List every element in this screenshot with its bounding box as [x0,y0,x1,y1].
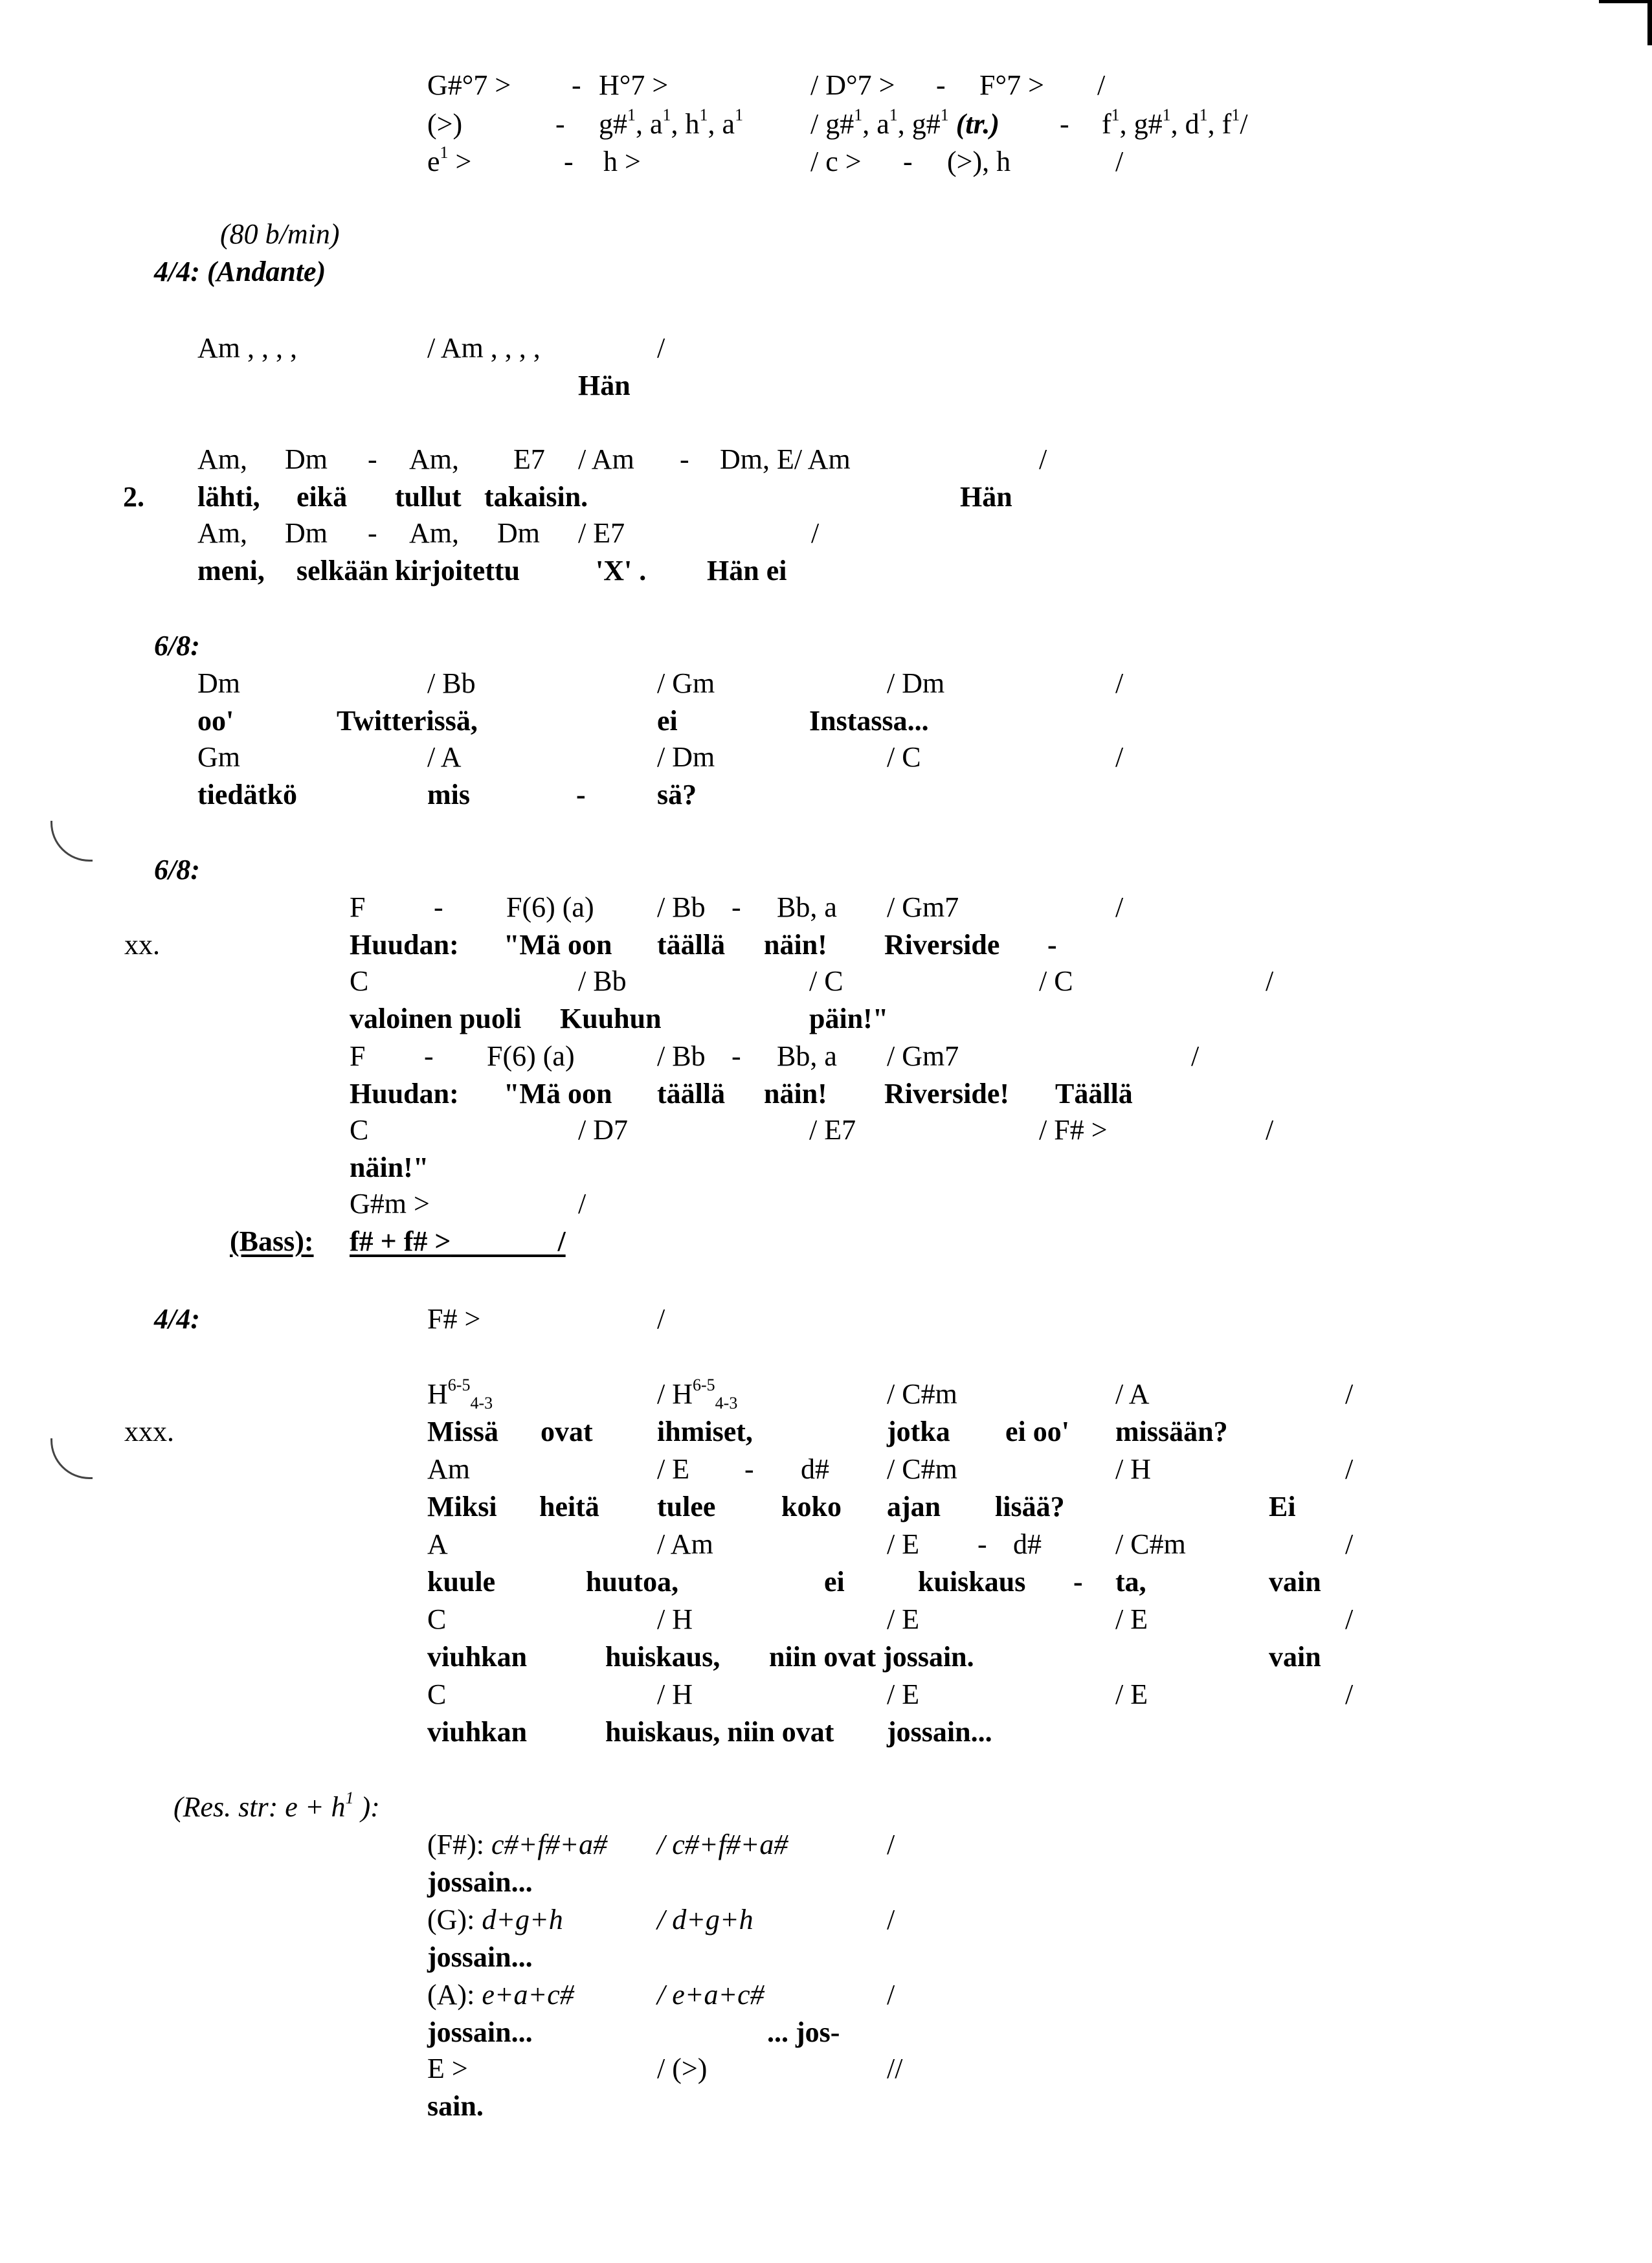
note: e [427,146,440,177]
res-key: (A): [427,1979,482,2011]
lyric: tullut [395,481,462,513]
chord-dash: - [744,1453,754,1485]
chord: F°7 > [979,69,1044,101]
chord: / Dm [887,667,945,699]
margin-pen-mark [50,1438,93,1479]
chord: Bb, a [777,891,837,923]
lyric: tulee [657,1491,716,1522]
barline: / [1345,1453,1354,1485]
lyric: - [1073,1566,1083,1598]
lyric: Riverside! [884,1078,1010,1109]
verse-number: 2. [123,481,144,513]
chord: / D°7 > [810,69,895,101]
octave-mark: 1 [699,106,708,124]
barline: / [1345,1378,1354,1410]
barline: / [811,517,820,549]
octave-mark: 1 [1199,106,1208,124]
lyric: ei [657,705,678,737]
chord-dash: - [936,69,946,101]
chord: A [427,1528,448,1560]
chord-dash: - [977,1528,987,1560]
lyric: jossain... [427,1866,533,1898]
barline: / [1097,69,1106,101]
octave-mark: 1 [440,143,449,162]
lyric: 'X' . [596,555,647,586]
chord: Am, [409,443,459,475]
lyric: Riverside [884,929,1000,961]
chord: / Am , , , , [427,332,541,364]
scan-edge-mark [1647,0,1652,45]
note: (>) [427,108,463,140]
lyric: Hän [578,370,631,401]
figured-bass: 6-5 [447,1376,471,1394]
barline: / [1345,1603,1354,1635]
barline: / [1039,443,1047,475]
barline: / [578,1188,586,1220]
lyric: Hän [960,481,1012,513]
chord: Am, [409,517,459,549]
lyric: - [1047,929,1057,961]
chord: C [427,1603,447,1635]
lyric: Twitterissä, [337,705,478,737]
chord: Am, [197,443,247,475]
chord [427,1376,493,1412]
chord: F# > [427,1303,481,1335]
chord-dash: - [434,891,443,923]
lyric: täällä [657,1078,726,1109]
lyric: meni, [197,555,265,586]
chord: F [350,891,366,923]
dash: - [1060,108,1069,140]
note-run [1102,106,1248,140]
octave-mark: 1 [735,106,744,124]
lyric: ta, [1115,1566,1146,1598]
tempo-marking: 4/4: (Andante) [154,256,326,287]
res-notes: / e+a+c# [657,1979,765,2011]
lyric: kirjoitettu [395,555,520,586]
lyric: viuhkan [427,1641,528,1673]
chord: F(6) (a) [506,891,594,923]
chord: G#°7 > [427,69,511,101]
chord: / E [887,1603,920,1635]
trill-mark: (tr.) [955,108,999,140]
note: d# [1013,1528,1042,1560]
chord: / E [887,1678,920,1710]
chord: Dm [197,667,240,699]
lyric: valoinen puoli [350,1003,522,1034]
section-label: xx. [124,929,160,961]
chord: Dm [285,517,328,549]
lyric: eikä [296,481,348,513]
lyric: selkään [296,555,388,586]
res-notes: c#+f#+a# [491,1829,608,1860]
note: , a [708,108,735,140]
section-label: xxx. [124,1416,174,1447]
note: / g# [810,108,854,140]
lyric: Kuuhun [560,1003,662,1034]
lyric: vain [1269,1566,1321,1598]
chord: / Gm7 [887,1040,959,1072]
note: / c > [810,146,862,177]
octave-mark: 1 [940,106,949,124]
barline: / [557,1225,566,1257]
res-notes: / c#+f#+a# [657,1829,788,1860]
chord: / H [1115,1453,1151,1485]
lyric: missään? [1115,1416,1228,1447]
lyric: Huudan: [350,1078,459,1109]
lyric: vain [1269,1641,1321,1673]
lyric: takaisin. [484,481,588,513]
note: , a [862,108,889,140]
chord: / A [1115,1378,1150,1410]
chord: Dm [285,443,328,475]
bass-line [350,1227,566,1256]
lyric: Täällä [1055,1078,1133,1109]
res-chord [427,1831,607,1859]
octave-mark: 1 [1111,106,1120,124]
dash: - [564,146,574,177]
barline: / [1240,108,1248,140]
note: (>), h [947,146,1011,177]
lyric: ei [824,1566,845,1598]
chord: / E7 [809,1114,856,1146]
chord: E7 [513,443,545,475]
chord-dash: - [572,69,581,101]
note-run [599,106,744,140]
note: f [1102,108,1111,140]
chord: / Bb [657,1040,706,1072]
chord: / (>) [657,2053,708,2084]
lyric: lähti, [197,481,260,513]
final-barline: // [887,2053,903,2084]
chord: / C [887,741,921,773]
chord: F [350,1040,366,1072]
lyric: jotka [887,1416,950,1447]
lyric: Missä [427,1416,498,1447]
chord: Dm [497,517,540,549]
tempo-bpm: (80 b/min) [220,218,340,250]
lyric: ajan [887,1491,941,1522]
chord: / E [887,1528,920,1560]
meter-mark: 6/8: [154,630,200,662]
chord: / Dm [657,741,715,773]
lyric: ihmiset, [657,1416,753,1447]
chord: G#m > [350,1188,430,1220]
chord-root: H [427,1378,448,1410]
note: d# [801,1453,829,1485]
lyric: näin! [764,1078,827,1109]
res-label-text: (Res. str: e + h [173,1791,346,1823]
chord: / E [1115,1603,1148,1635]
lyric: huutoa, [586,1566,679,1598]
bass-notes: f# + f# > [350,1225,451,1257]
meter-mark: 4/4: [154,1303,200,1335]
barline: / [1115,891,1124,923]
barline: / [1191,1040,1200,1072]
chord: / C [1039,965,1073,997]
octave-mark: 1 [854,106,863,124]
lyric: viuhkan [427,1716,528,1748]
note: g# [599,108,627,140]
chord: / Am [578,443,634,475]
octave-mark: 1 [627,106,636,124]
chord: Am , , , , [197,332,297,364]
note: , g# [897,108,941,140]
chord-dash: - [731,1040,741,1072]
octave-mark: 1 [1231,106,1240,124]
chord: / Gm7 [887,891,959,923]
note: , h [671,108,700,140]
barline: / [1115,146,1124,177]
margin-pen-mark [50,821,93,862]
res-key: (G): [427,1904,482,1935]
lyric: Huudan: [350,929,459,961]
res-label-text: ): [353,1791,380,1823]
chord: / H [657,1603,693,1635]
lyric: ovat [541,1416,593,1447]
chord-dash: - [680,443,689,475]
res-key: (F#): [427,1829,491,1860]
res-notes: e+a+c# [482,1979,574,2011]
chord: / C#m [1115,1528,1186,1560]
lyric: Ei [1269,1491,1296,1522]
lyric: mis [427,779,470,810]
chord: / Bb [657,891,706,923]
chord: Am [427,1453,470,1485]
lyric: huiskaus, [605,1641,720,1673]
chord: / E [657,1453,690,1485]
lyric: sain. [427,2090,484,2122]
note-run [427,143,472,177]
chord-dash: - [424,1040,434,1072]
figured-bass: 4-3 [470,1394,493,1412]
barline: / [1345,1678,1354,1710]
chord: / H [657,1678,693,1710]
chord: / E [1115,1678,1148,1710]
res-notes: / d+g+h [657,1904,753,1935]
chord: C [427,1678,447,1710]
chord: / Gm [657,667,715,699]
figured-bass: 6-5 [693,1376,715,1394]
chord: C [350,1114,369,1146]
lyric: "Mä oon [504,929,612,961]
chord: / Bb [427,667,476,699]
barline: / [657,1303,665,1335]
lyric: koko [781,1491,842,1522]
note: , a [636,108,663,140]
lyric: jossain... [427,1941,533,1973]
res-label [173,1789,380,1823]
chord: F(6) (a) [487,1040,575,1072]
lyric: ei oo' [1005,1416,1069,1447]
barline: / [1345,1528,1354,1560]
chord: / F# > [1039,1114,1108,1146]
lyric: lisää? [995,1491,1065,1522]
barline: / [1266,1114,1274,1146]
chord: H°7 > [599,69,669,101]
lyric: niin ovat jossain. [769,1641,974,1673]
octave-mark: 1 [662,106,671,124]
octave-mark: 1 [1162,106,1171,124]
barline: / [657,332,665,364]
lyric: Instassa... [809,705,929,737]
barline: / [1115,667,1124,699]
chord: Gm [197,741,240,773]
chord: Bb, a [777,1040,837,1072]
note: , f [1207,108,1232,140]
chord: / C#m [887,1453,957,1485]
lyric: täällä [657,929,726,961]
lyric: heitä [539,1491,599,1522]
lyric: tiedätkö [197,779,297,810]
note: , d [1170,108,1200,140]
barline: / [1115,741,1124,773]
lyric: jossain... [427,2016,533,2048]
note: h > [603,146,641,177]
lyric: oo' [197,705,234,737]
chord: C [350,965,369,997]
note: , g# [1119,108,1163,140]
barline: / [887,1829,895,1860]
barline: / [887,1904,895,1935]
lyric: päin!" [809,1003,889,1034]
chord: / C#m [887,1378,957,1410]
figured-bass: 4-3 [715,1394,738,1412]
lyric: Miksi [427,1491,497,1522]
res-notes: d+g+h [482,1904,563,1935]
dash: - [903,146,913,177]
dash: - [555,108,565,140]
chord: / Bb [578,965,627,997]
scan-edge-mark [1599,0,1652,3]
lyric: näin!" [350,1152,429,1183]
chord: E > [427,2053,468,2084]
note: > [448,146,472,177]
lyric: kuule [427,1566,496,1598]
chord: / C [809,965,843,997]
chord: / A [427,741,462,773]
chord: / E7 [578,517,625,549]
meter-mark: 6/8: [154,854,200,886]
lyric: ... jos- [767,2016,840,2048]
bass-label: (Bass): [230,1225,314,1257]
lyric: "Mä oon [504,1078,612,1109]
note-run [810,106,999,140]
chord: / D7 [578,1114,628,1146]
barline: / [887,1979,895,2011]
chord: / Am [657,1528,713,1560]
chord [657,1376,738,1412]
chord: Dm, E/ Am [720,443,851,475]
res-chord [427,1981,574,2009]
lyric: näin! [764,929,827,961]
lyric: kuiskaus [918,1566,1026,1598]
res-chord [427,1906,563,1934]
lyric: Hän ei [707,555,787,586]
lyric: sä? [657,779,697,810]
lyric: huiskaus, niin ovat [605,1716,834,1748]
chord-dash: - [731,891,741,923]
octave-mark: 1 [889,106,898,124]
chord-dash: - [368,517,377,549]
lyric: jossain... [887,1716,992,1748]
lyric: - [576,779,586,810]
chord: Am, [197,517,247,549]
chord-root: / H [657,1378,693,1410]
octave-mark: 1 [345,1789,354,1807]
barline: / [1266,965,1274,997]
chord-dash: - [368,443,377,475]
